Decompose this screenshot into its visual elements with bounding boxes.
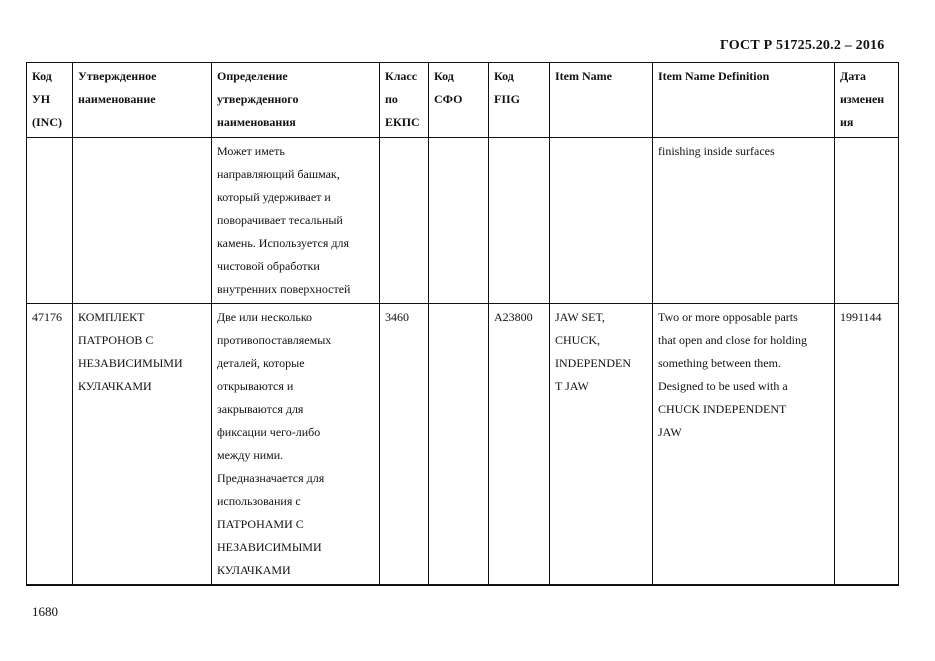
nomenclature-table [26,62,899,586]
cell-approved-name [73,304,212,586]
table-row [27,304,899,586]
cell-change-date [835,138,899,304]
cell-text: A23800 [494,310,533,324]
cell-item-name [550,138,653,304]
header-class-ekps [380,63,429,138]
header-item-name [550,63,653,138]
cell-definition [212,304,380,586]
page-number: 1680 [32,604,58,619]
header-definition [212,63,380,138]
header-change-date [835,63,899,138]
cell-change-date [835,304,899,586]
header-label: Код СФО [434,69,463,106]
header-label: Дата изменен ия [840,69,885,129]
cell-class-ekps [380,304,429,586]
cell-text: 3460 [385,310,409,324]
header-label: Код FIIG [494,69,521,106]
cell-text: finishing inside surfaces [658,144,775,158]
header-inc-code [27,63,73,138]
cell-text: КОМПЛЕКТ ПАТРОНОВ С НЕЗАВИСИМЫМИ КУЛАЧКАМИ [78,310,183,393]
header-label: Код УН (INC) [32,69,62,129]
cell-inc [27,304,73,586]
header-label: Определение утвержденного наименования [217,69,299,129]
cell-fiig-code [489,138,550,304]
cell-item-name-definition [653,304,835,586]
header-item-name-definition [653,63,835,138]
header-label: Утвержденное наименование [78,69,157,106]
cell-text: Two or more opposable parts that open and close for holding something between them. Designed to be used with a CHUCK INDEPENDENT JAW [658,310,807,439]
header-label: Item Name [555,69,612,83]
cell-text: Две или несколько противопоставляемых деталей, которые открываются и закрываются для фиксации чего-либо между ними. Предназначается для использования с ПАТРОНАМИ С НЕЗАВИСИМЫМИ КУЛАЧКАМИ [217,310,332,577]
cell-text: 47176 [32,310,62,324]
header-fiig-code [489,63,550,138]
cell-text: 1991144 [840,310,882,324]
cell-text: Может иметь направляющий башмак, который удерживает и поворачивает тесальный камень. Используется для чистовой обработки внутренних поверхностей [217,144,351,296]
header-approved-name [73,63,212,138]
document-standard-number: ГОСТ Р 51725.20.2 – 2016 [720,38,885,53]
cell-sfo-code [429,304,489,586]
cell-definition [212,138,380,304]
header-sfo-code [429,63,489,138]
cell-inc [27,138,73,304]
header-label: Item Name Definition [658,69,770,83]
header-label: Класс по ЕКПС [385,69,420,129]
cell-fiig-code [489,304,550,586]
cell-item-name-definition [653,138,835,304]
table-row [27,138,899,304]
cell-text: JAW SET, CHUCK, INDEPENDEN T JAW [555,310,631,393]
cell-sfo-code [429,138,489,304]
cell-approved-name [73,138,212,304]
table-header-row [27,63,899,138]
cell-item-name [550,304,653,586]
cell-class-ekps [380,138,429,304]
